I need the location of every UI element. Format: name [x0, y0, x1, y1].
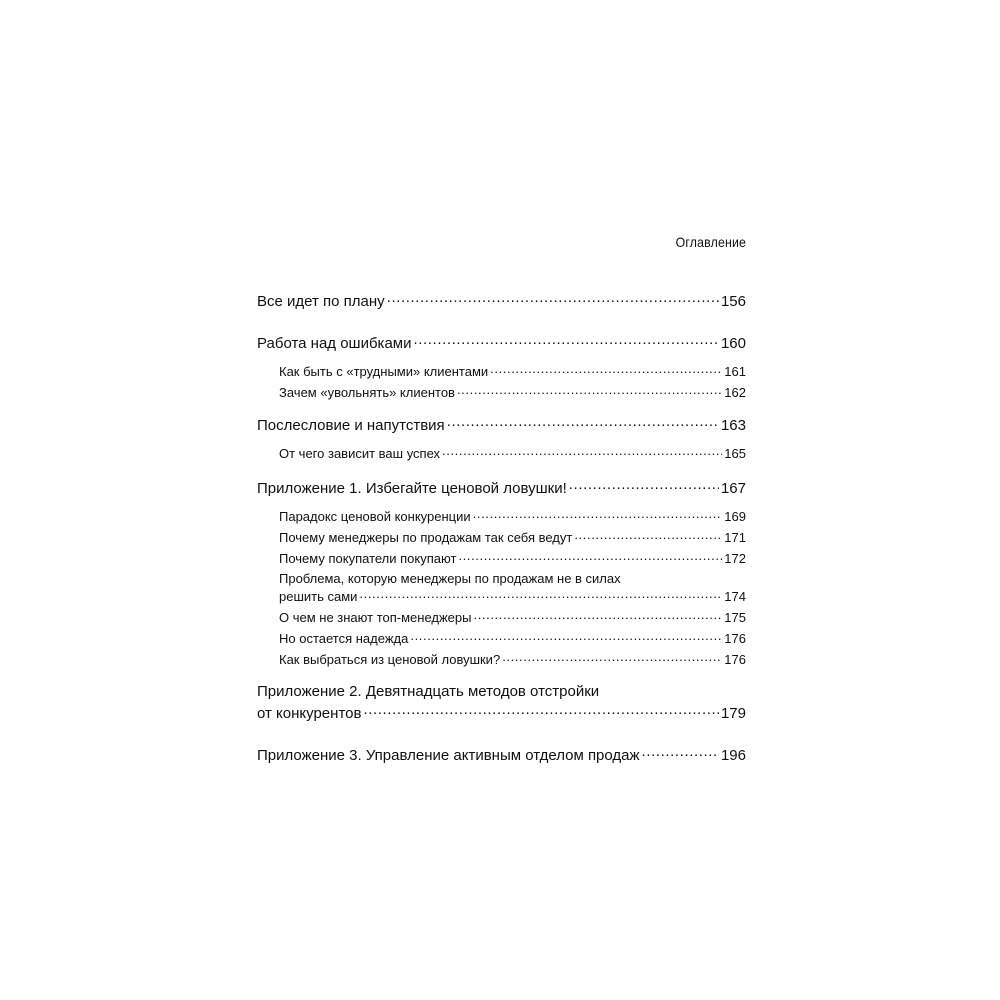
toc-entry[interactable]	[257, 478, 746, 497]
toc-entry-page: 175	[724, 610, 746, 625]
dot-leader	[569, 478, 719, 493]
toc-entry-page: 167	[720, 480, 746, 497]
dot-leader	[457, 384, 722, 397]
toc-subentry[interactable]	[279, 630, 746, 646]
toc-entry-page: 160	[720, 335, 746, 352]
toc-entry-title: решить сами	[279, 589, 358, 604]
dot-leader	[387, 291, 719, 306]
dot-leader	[363, 703, 719, 718]
toc-entry-page: 162	[724, 385, 746, 400]
toc-entry-title: Как быть с «трудными» клиентами	[279, 364, 489, 379]
toc-entry-title: Работа над ошибками	[257, 335, 412, 352]
toc-entry-title: Послесловие и напутствия	[257, 417, 445, 434]
toc-entry-page: 196	[720, 747, 746, 764]
dot-leader	[442, 445, 722, 458]
toc-entry-title: Почему менеджеры по продажам так себя ведут	[279, 530, 573, 545]
toc-entry-title: О чем не знают топ-менеджеры	[279, 610, 472, 625]
toc-subentry[interactable]	[279, 550, 746, 566]
dot-leader	[410, 630, 722, 643]
toc-entry[interactable]	[257, 745, 746, 764]
toc-entry-title: От чего зависит ваш успех	[279, 446, 441, 461]
dot-leader	[458, 550, 722, 563]
toc-entry-page: 179	[720, 705, 746, 722]
toc-entry-page: 161	[724, 364, 746, 379]
toc-entry[interactable]	[257, 333, 746, 352]
toc-entry[interactable]	[257, 415, 746, 434]
toc-entry-page: 174	[724, 589, 746, 604]
toc-entry-title: Но остается надежда	[279, 631, 409, 646]
toc-entry-title: Приложение 1. Избегайте ценовой ловушки!	[257, 480, 567, 497]
dot-leader	[502, 651, 722, 664]
toc-entry-page: 176	[724, 631, 746, 646]
toc-entry[interactable]	[257, 703, 746, 722]
toc-subentry[interactable]	[279, 384, 746, 400]
toc-entry-title: Все идет по плану	[257, 293, 385, 310]
dot-leader	[490, 363, 722, 376]
dot-leader	[413, 333, 718, 348]
toc-subentry-line1[interactable]	[279, 571, 746, 586]
dot-leader	[574, 529, 722, 542]
toc-subentry[interactable]	[279, 529, 746, 545]
toc-entry-title: Парадокс ценовой конкуренции	[279, 509, 471, 524]
toc-entry-page: 176	[724, 652, 746, 667]
toc-entry-line1[interactable]	[257, 683, 746, 700]
dot-leader	[447, 415, 719, 430]
dot-leader	[642, 745, 719, 760]
page-header: Оглавление	[675, 234, 746, 250]
toc-entry-page: 163	[720, 417, 746, 434]
toc-subentry[interactable]	[279, 588, 746, 604]
toc-entry-page: 171	[724, 530, 746, 545]
dot-leader	[359, 588, 722, 601]
toc-subentry[interactable]	[279, 651, 746, 667]
toc-entry-title: Почему покупатели покупают	[279, 551, 457, 566]
toc-subentry[interactable]	[279, 508, 746, 524]
toc-subentry[interactable]	[279, 363, 746, 379]
toc-entry[interactable]	[257, 291, 746, 310]
toc-subentry[interactable]	[279, 609, 746, 625]
toc-entry-title: Приложение 3. Управление активным отделом продаж	[257, 747, 640, 764]
toc-entry-page: 169	[724, 509, 746, 524]
toc-entry-page: 165	[724, 446, 746, 461]
dot-leader	[473, 609, 722, 622]
toc-entry-title: от конкурентов	[257, 705, 362, 722]
toc-entry-page: 172	[724, 551, 746, 566]
dot-leader	[473, 508, 723, 521]
toc-subentry[interactable]	[279, 445, 746, 461]
toc-entry-page: 156	[720, 293, 746, 310]
toc-entry-title: Зачем «увольнять» клиентов	[279, 385, 455, 400]
toc-entry-title-line1: Приложение 2. Девятнадцать методов отстройки	[257, 683, 600, 700]
toc-entry-title: Как выбраться из ценовой ловушки?	[279, 652, 501, 667]
toc-entry-title-line1: Проблема, которую менеджеры по продажам не в силах	[279, 571, 621, 586]
